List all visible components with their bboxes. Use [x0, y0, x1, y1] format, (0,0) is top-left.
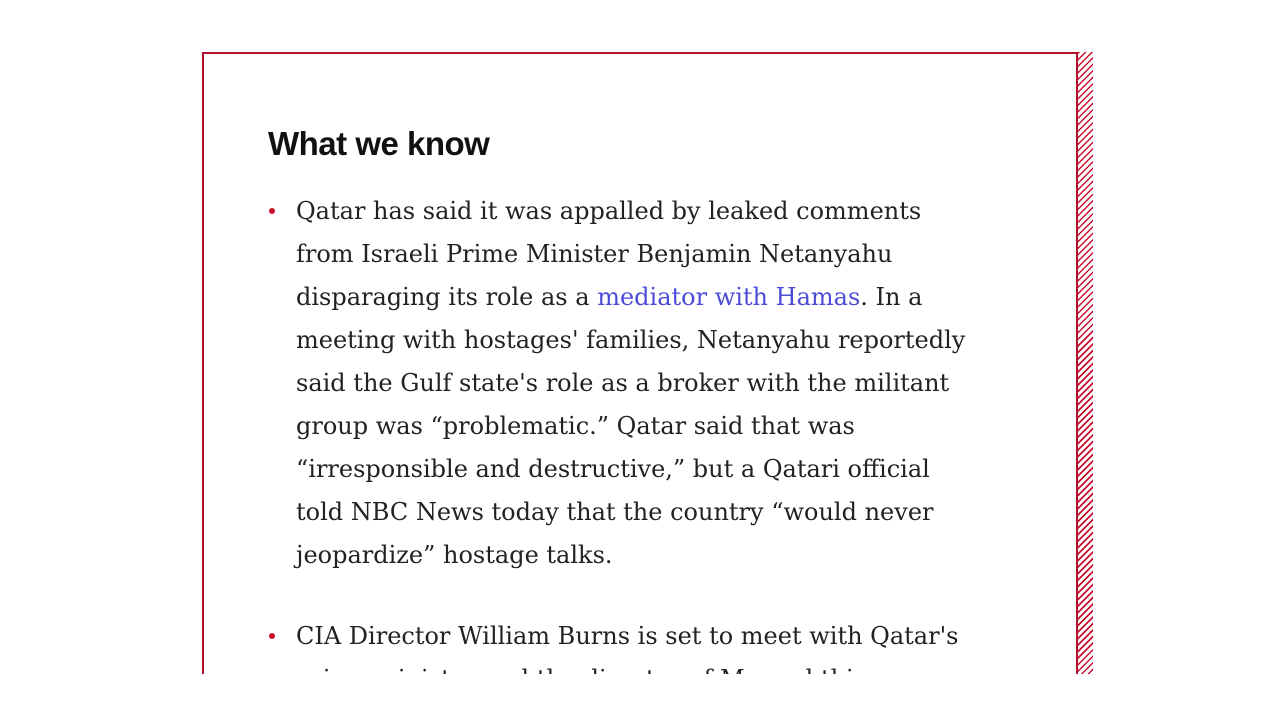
bullet-line: Qatar has said it was appalled by leaked comments	[296, 197, 922, 225]
bullet-line-with-link	[296, 276, 1016, 319]
mediator-with-hamas-link[interactable]: mediator with Hamas	[597, 283, 861, 311]
section-heading: What we know	[268, 125, 490, 162]
bullet-line: jeopardize” hostage talks.	[296, 541, 613, 569]
bullet-line: CIA Director William Burns is set to meet with Qatar's	[296, 622, 959, 650]
bullet-line: told NBC News today that the country “would never	[296, 498, 934, 526]
bullet-line: said the Gulf state's role as a broker with the militant	[296, 369, 950, 397]
bullet-line: from Israeli Prime Minister Benjamin Netanyahu	[296, 240, 893, 268]
line-text-after-link: . In a	[860, 283, 923, 311]
bullet-line: meeting with hostages' families, Netanyahu reportedly	[296, 326, 966, 354]
card-accent-stripe	[1078, 52, 1093, 674]
bullet-item-qatar	[296, 190, 1016, 577]
bottom-crop-area	[0, 674, 1280, 720]
line-text-before-link: disparaging its role as a	[296, 283, 598, 311]
bullet-line: “irresponsible and destructive,” but a Qatari official	[296, 455, 930, 483]
bullet-line: group was “problematic.” Qatar said that was	[296, 412, 855, 440]
bullet-dot-icon	[269, 633, 275, 639]
bullet-dot-icon	[269, 208, 275, 214]
